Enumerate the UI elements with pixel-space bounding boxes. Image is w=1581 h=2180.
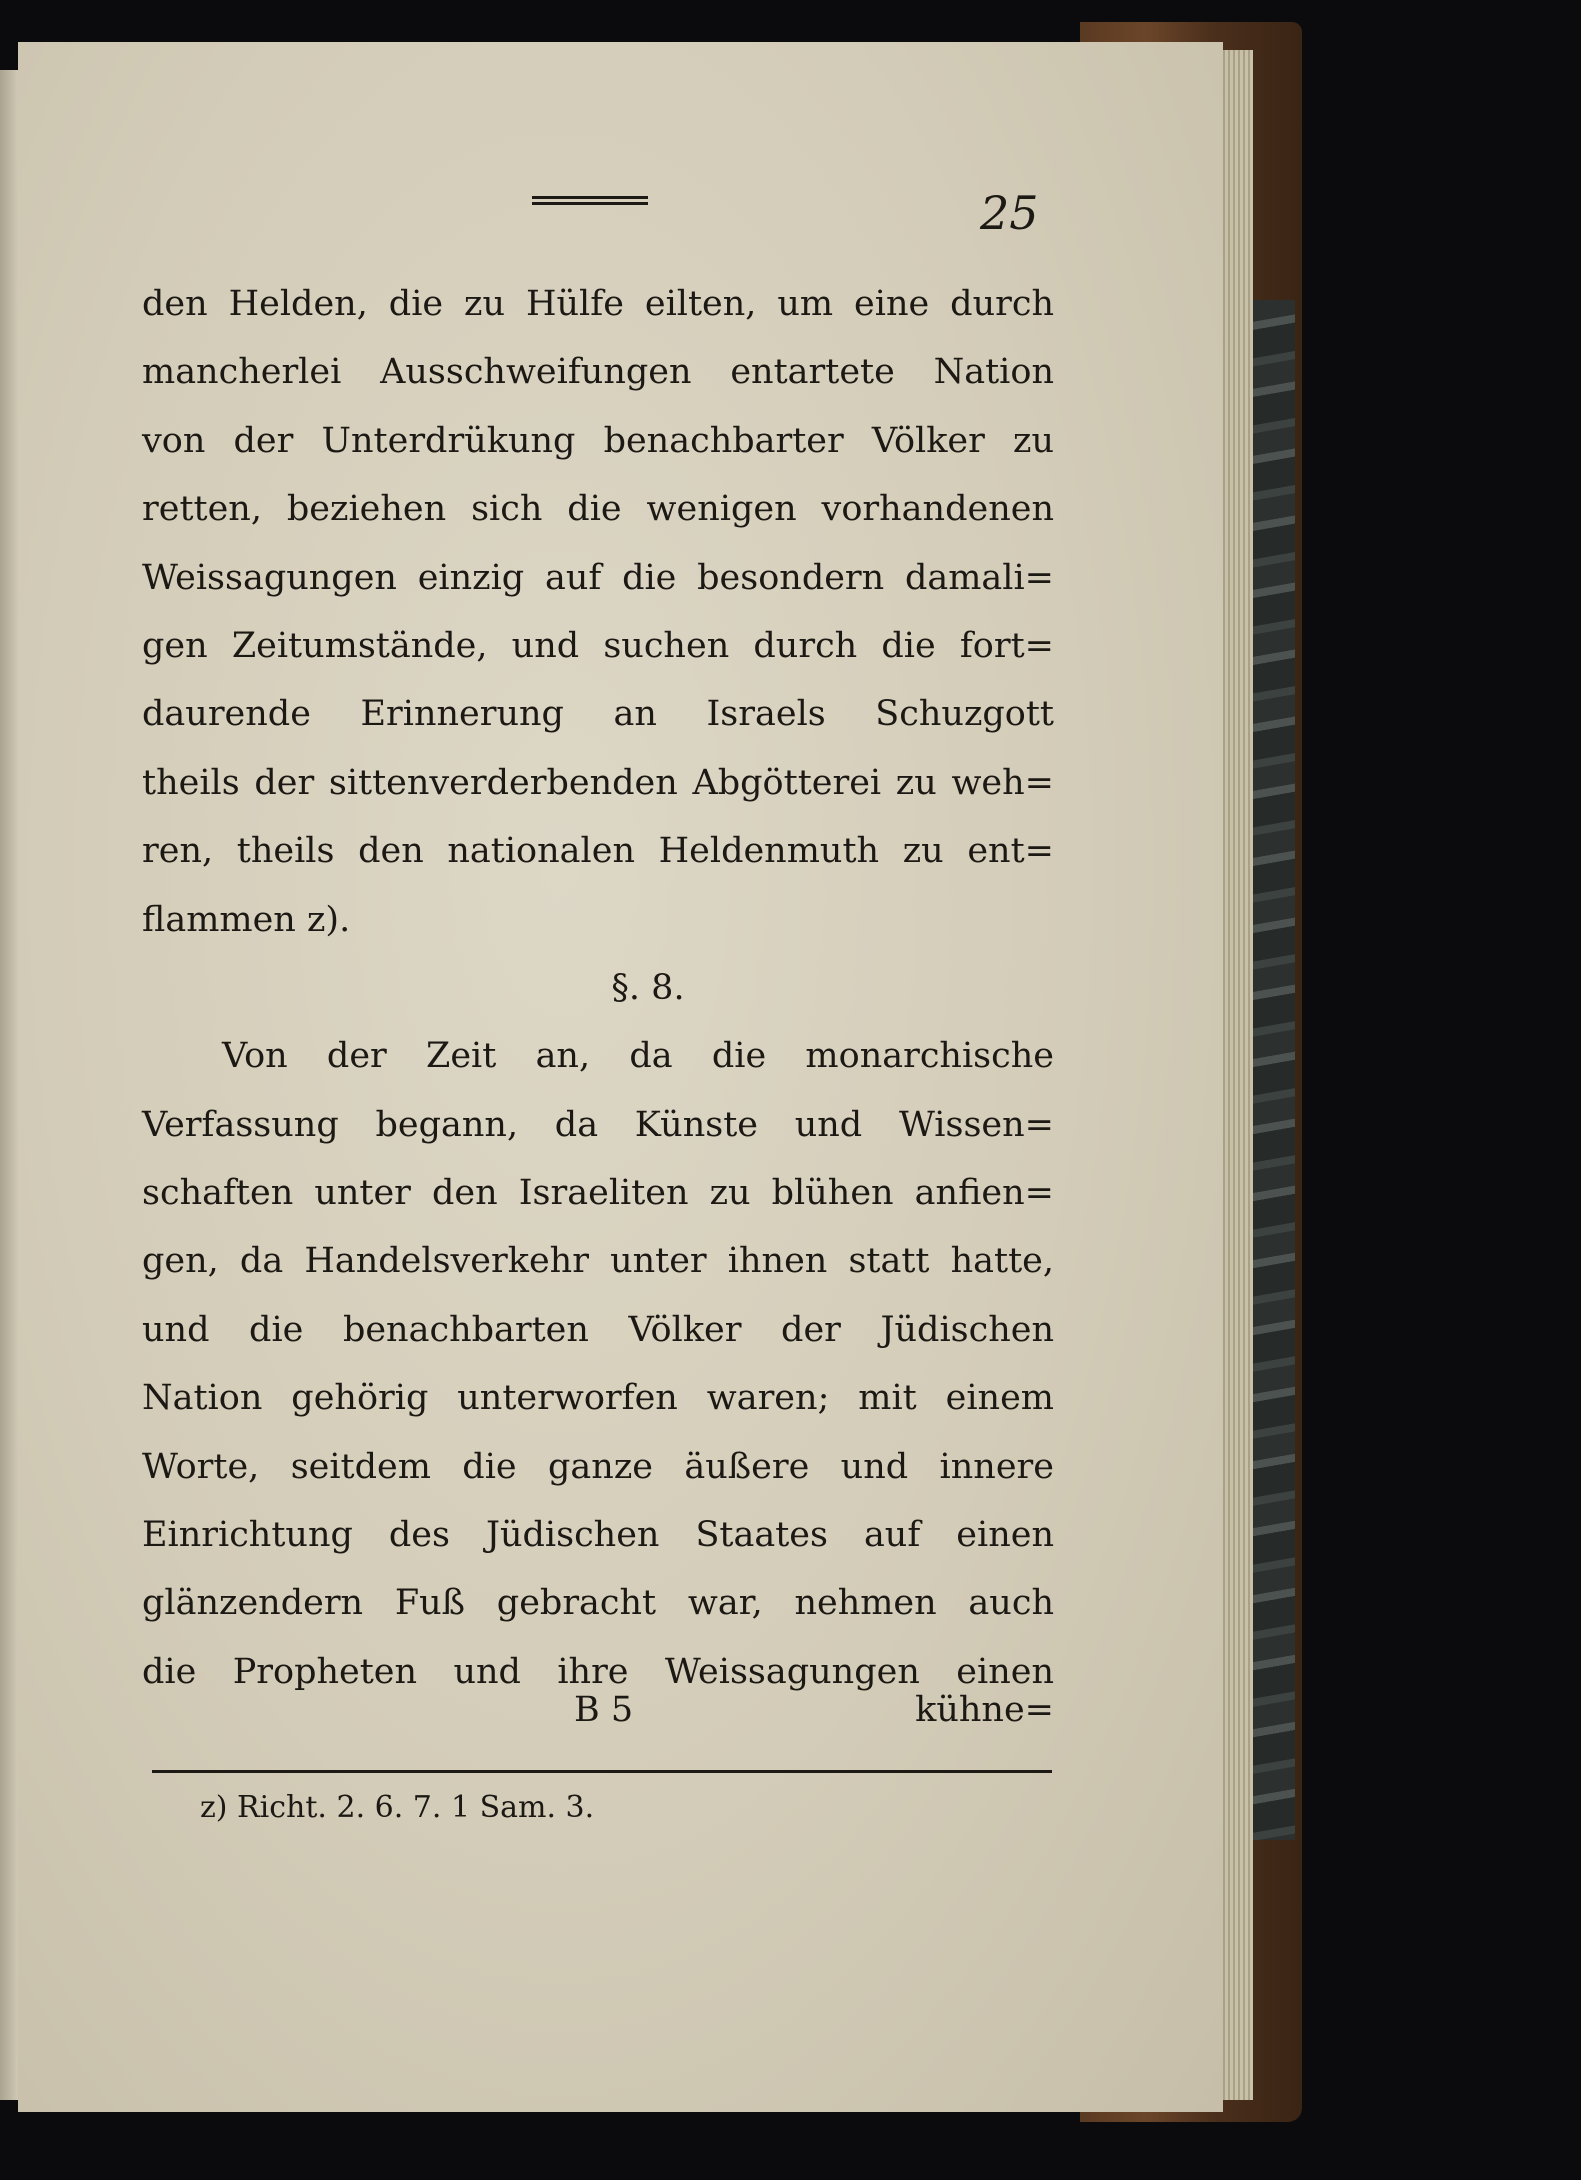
- text-line: mancherlei Ausschweifungen entartete Nation: [142, 352, 1054, 393]
- marbled-edge: [1250, 300, 1295, 1840]
- text-line: theils der sittenverderbenden Abgötterei zu weh=: [142, 762, 1054, 803]
- header-rule: [532, 196, 648, 199]
- text-line: schaften unter den Israeliten zu blühen anfien=: [142, 1173, 1054, 1214]
- text-line: gen, da Handelsverkehr unter ihnen statt hatte,: [142, 1241, 1054, 1282]
- text-line: den Helden, die zu Hülfe eilten, um eine durch: [142, 284, 1054, 324]
- text-line: Verfassung begann, da Künste und Wissen=: [142, 1104, 1054, 1145]
- text-line: daurende Erinnerung an Israels Schuzgott: [142, 694, 1054, 735]
- text-line: die Propheten und ihre Weissagungen einen: [142, 1651, 1054, 1692]
- text-line: retten, beziehen sich die wenigen vorhandenen: [142, 489, 1054, 530]
- body-text: [142, 270, 1054, 1706]
- catchword: kühne=: [915, 1690, 1054, 1730]
- footnote-rule: [152, 1770, 1052, 1773]
- signature-line: [142, 1690, 1054, 1758]
- signature-mark: B 5: [574, 1690, 634, 1730]
- footnote: z) Richt. 2. 6. 7. 1 Sam. 3.: [200, 1790, 595, 1825]
- text-line: Worte, seitdem die ganze äußere und innere: [142, 1446, 1054, 1487]
- text-line: Weissagungen einzig auf die besondern damali=: [142, 557, 1054, 598]
- text-line: ren, theils den nationalen Heldenmuth zu ent=: [142, 831, 1054, 872]
- left-page-edge: [0, 70, 20, 2100]
- page-number: 25: [980, 186, 1039, 240]
- text-line: glänzendern Fuß gebracht war, nehmen auch: [142, 1583, 1054, 1624]
- text-line: gen Zeitumstände, und suchen durch die fort=: [142, 625, 1054, 666]
- text-line: von der Unterdrükung benachbarter Völker zu: [142, 420, 1054, 461]
- text-line: Nation gehörig unterworfen waren; mit einem: [142, 1378, 1054, 1419]
- text-line: Einrichtung des Jüdischen Staates auf einen: [142, 1515, 1054, 1556]
- text-line: und die benachbarten Völker der Jüdischen: [142, 1309, 1054, 1350]
- text-line: flammen z).: [142, 899, 351, 940]
- section-heading: §. 8.: [611, 967, 685, 1008]
- text-line: Von der Zeit an, da die monarchische: [222, 1036, 1054, 1077]
